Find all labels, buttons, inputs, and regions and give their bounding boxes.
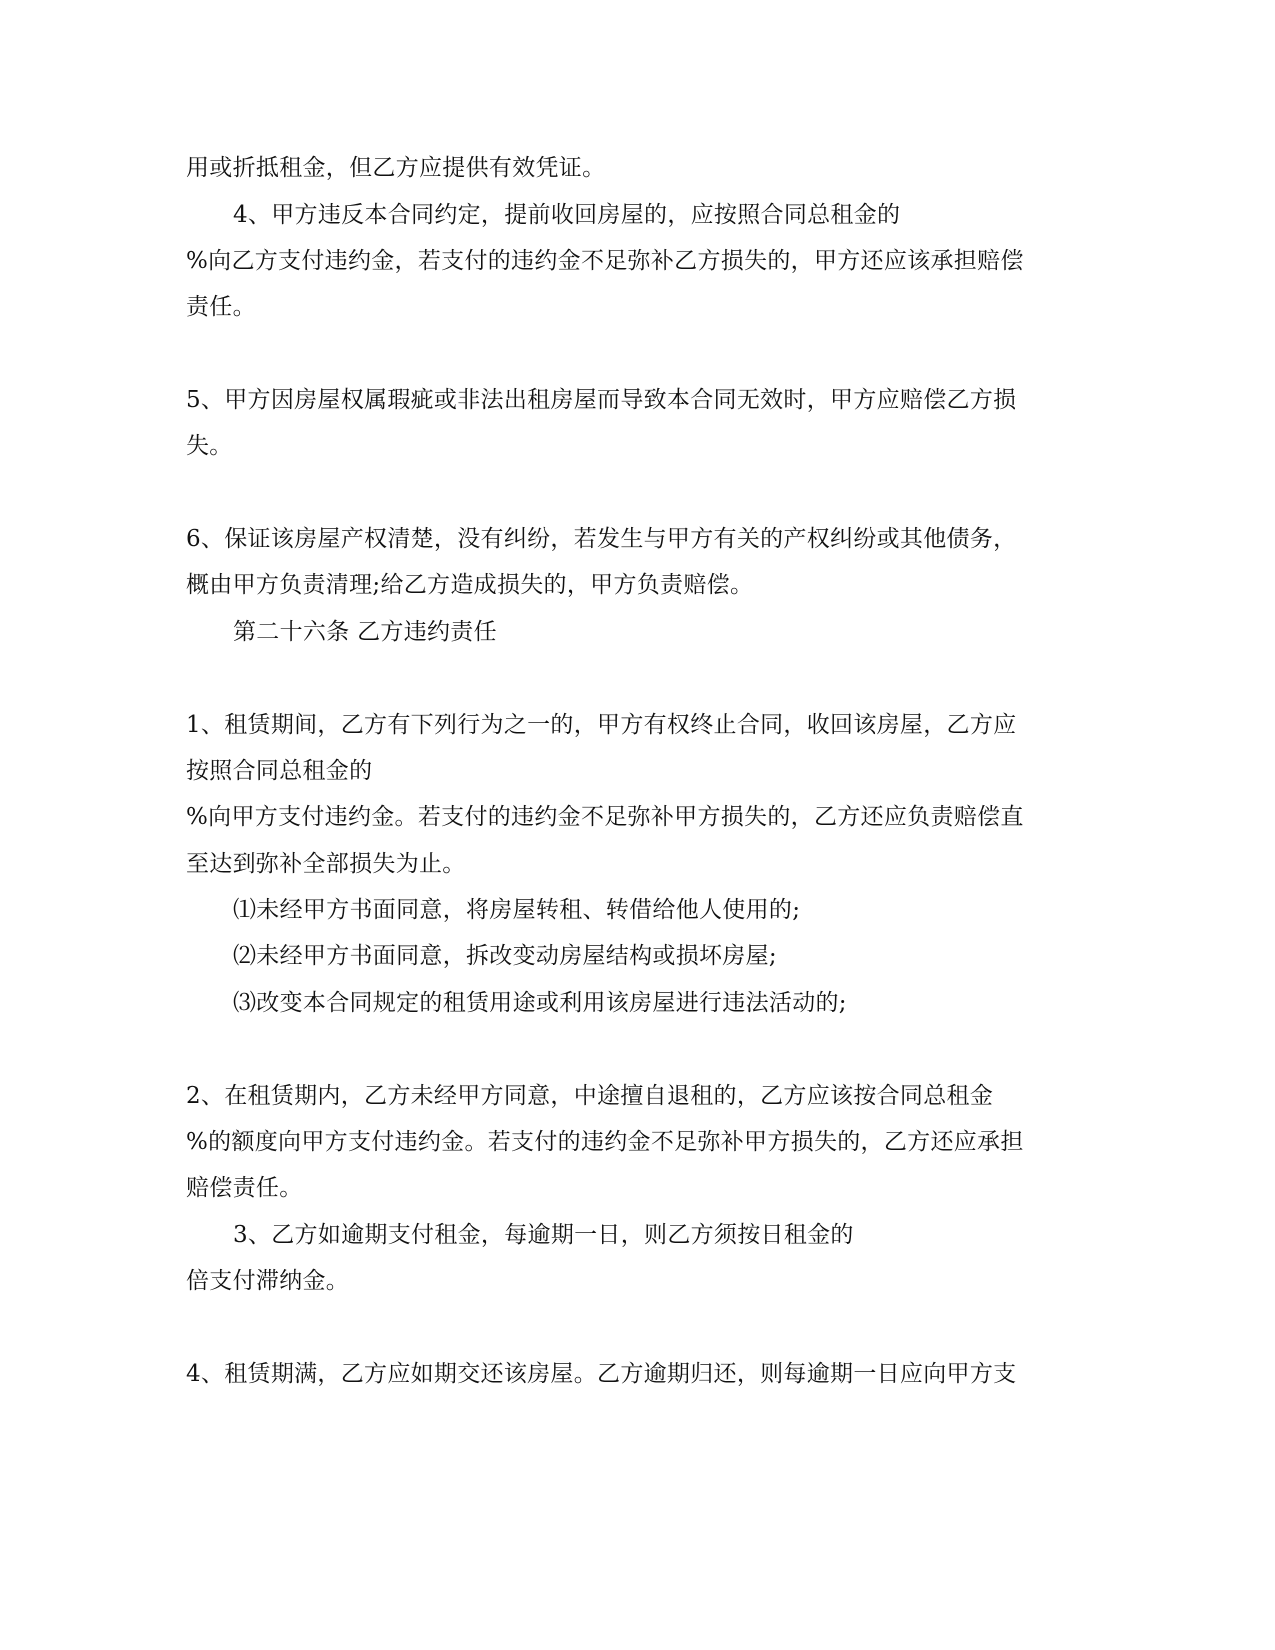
text-line: %的额度向甲方支付违约金。若支付的违约金不足弥补甲方损失的，乙方还应承担 (186, 1129, 1024, 1155)
list-item: ⑴未经甲方书面同意，将房屋转租、转借给他人使用的; (233, 897, 801, 923)
text-line: 1、租赁期间，乙方有下列行为之一的，甲方有权终止合同，收回该房屋，乙方应 (186, 712, 1017, 738)
list-item: ⑶改变本合同规定的租赁用途或利用该房屋进行违法活动的; (233, 990, 847, 1016)
text-line: 概由甲方负责清理;给乙方造成损失的，甲方负责赔偿。 (186, 572, 754, 598)
section-heading: 第二十六条 乙方违约责任 (233, 619, 497, 645)
text-line: %向甲方支付违约金。若支付的违约金不足弥补甲方损失的，乙方还应负责赔偿直 (186, 804, 1024, 830)
text-line: 赔偿责任。 (186, 1175, 303, 1201)
text-line: 至达到弥补全部损失为止。 (186, 851, 466, 877)
text-line: 失。 (186, 433, 233, 459)
text-line: 责任。 (186, 294, 256, 320)
text-line: 5、甲方因房屋权属瑕疵或非法出租房屋而导致本合同无效时，甲方应赔偿乙方损 (186, 387, 1017, 413)
text-line: 按照合同总租金的 (186, 758, 373, 784)
text-line: 3、乙方如逾期支付租金，每逾期一日，则乙方须按日租金的 (233, 1222, 854, 1248)
text-line: %向乙方支付违约金，若支付的违约金不足弥补乙方损失的，甲方还应该承担赔偿 (186, 248, 1024, 274)
text-line: 用或折抵租金，但乙方应提供有效凭证。 (186, 155, 606, 181)
text-line: 4、甲方违反本合同约定，提前收回房屋的，应按照合同总租金的 (233, 202, 901, 228)
text-line: 6、保证该房屋产权清楚，没有纠纷，若发生与甲方有关的产权纠纷或其他债务， (186, 526, 1017, 552)
text-line: 倍支付滞纳金。 (186, 1268, 350, 1294)
text-line: 2、在租赁期内，乙方未经甲方同意，中途擅自退租的，乙方应该按合同总租金 (186, 1083, 994, 1109)
list-item: ⑵未经甲方书面同意，拆改变动房屋结构或损坏房屋; (233, 943, 777, 969)
text-line: 4、租赁期满，乙方应如期交还该房屋。乙方逾期归还，则每逾期一日应向甲方支 (186, 1361, 1017, 1387)
